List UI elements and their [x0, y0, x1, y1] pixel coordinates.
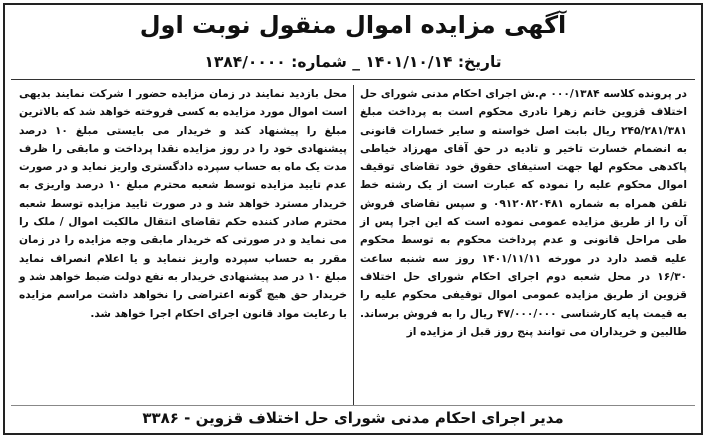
- footer-divider: [11, 405, 695, 406]
- body-column-right: [353, 85, 693, 405]
- body-text-left: محل بازدید نمایند در زمان مزایده حضور ا شرکت نمایند بدیهی است اموال مورد مزایده به کسی فروخته خواهد شد که بالاترین مبلغ را پیشنهاد کند و خریدار می بایستی مبلغ ۱۰ درصد پیشنهادی خود را در روز مزایده نقدا پرداخت و مابقی را ظرف مدت یک ماه به حساب سپرده دادگستری واریز نماید و در صورت عدم تایید مزایده توسط شعبه محترم مبلغ ۱۰ درصد واریزی به خریدار مسترد خواهد شد و در صورت تایید مزایده توسط شعبه محترم صادر کننده حکم تقاضای انتقال مالکیت اموال / ملک را می نماید و در صورتی که خریدار مابقی وجه مزایده را در زمان مقرر به حساب سپرده واریز ننماید و یا اعلام انصراف نماید مبلغ ۱۰ در صد پیشنهادی خریدار به نفع دولت ضبط خواهد شد و خریدار حق هیچ گونه اعتراضی را نخواهد داشت مراسم مزایده با رعایت مواد قانون اجرای احکام اجرا خواهد شد.: [19, 88, 347, 320]
- notice-date-number: تاریخ: ۱۴۰۱/۱۰/۱۴ _ شماره: ۱۳۸۴/۰۰۰۰: [204, 53, 502, 71]
- header-divider: [11, 79, 695, 80]
- notice-title: آگهی مزایده اموال منقول نوبت اول: [139, 11, 567, 39]
- body-text-right: در پرونده کلاسه ۰۰۰/۱۳۸۴ م.ش اجرای احکام مدنی شورای حل اختلاف قزوین خانم زهرا نادری محکوم است به پرداخت مبلغ ۲۴۵/۲۸۱/۳۸۱ ریال بابت اصل خواسته و سایر خسارات قانونی به انضمام خسارت تاخیر و تادیه در حق آقای مهرزاد خیاطی پاکدهی محکوم لها جهت استیفای حقوق خود تقاضای توقیف اموال محکوم علیه را نموده که عبارت است از یک رشته خط تلفن همراه به شماره ۰۹۱۲۰۸۲۰۴۸۱ و سپس تقاضای فروش آن را از طریق مزایده عمومی نموده است که این اجرا پس از طی مراحل قانونی و عدم پرداخت محکوم به توسط محکوم علیه قصد دارد در مورخه ۱۴۰۱/۱۱/۱۱ روز سه شنبه ساعت ۱۶/۳۰ در محل شعبه دوم اجرای احکام شورای حل اختلاف قزوین از طریق مزایده عمومی اموال توقیفی محکوم علیه را به قیمت پایه کارشناسی ۴۷/۰۰۰/۰۰۰ ریال را به فروش برساند. طالبین و خریداران می توانند پنج روز قبل از مزایده از: [360, 88, 687, 338]
- notice-body: [13, 85, 693, 405]
- body-column-left: [13, 85, 353, 405]
- notice-frame: [3, 3, 703, 435]
- notice-signature: مدیر اجرای احکام مدنی شورای حل اختلاف قزوین - ۳۳۸۶: [142, 409, 564, 427]
